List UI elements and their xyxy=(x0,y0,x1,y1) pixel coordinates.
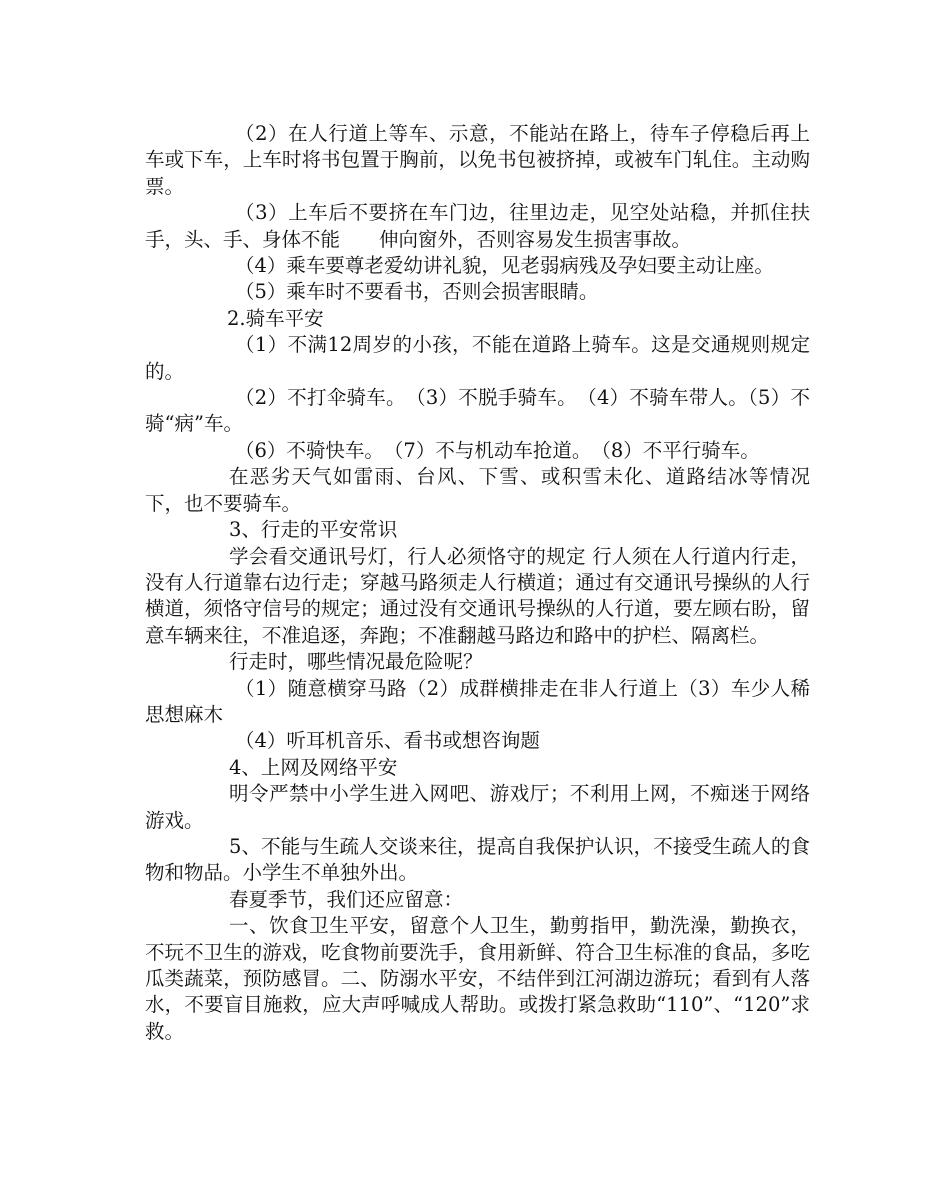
section-heading: 4、上网及网络平安 xyxy=(229,755,398,779)
section-heading: 2.骑车平安 xyxy=(227,306,324,330)
paragraph: （1）不满12周岁的小孩，不能在道路上骑车。这是交通规则规定的。 xyxy=(145,333,810,383)
paragraph: （3）上车后不要挤在车门边，往里边走，见空处站稳，并抓住扶手，头、手、身体不能 伸向窗外，否则容易发生损害事故。 xyxy=(145,201,810,251)
paragraph: （1）随意横穿马路（2）成群横排走在非人行道上（3）车少人稀思想麻木 xyxy=(145,676,810,726)
section-heading: 3、行走的平安常识 xyxy=(229,518,398,542)
paragraph: 行走时，哪些情况最危险呢？ xyxy=(229,650,483,674)
paragraph: （2）在人行道上等车、示意，不能站在路上，待车子停稳后再上车或下车，上车时将书包置于胸前，以免书包被挤掉，或被车门轧住。主动购票。 xyxy=(145,122,810,198)
paragraph: （4）乘车要尊老爱幼讲礼貌，见老弱病残及孕妇要主动让座。 xyxy=(235,254,774,278)
paragraph: （4）听耳机音乐、看书或想咨询题 xyxy=(235,729,540,753)
paragraph: （2）不打伞骑车。 （3）不脱手骑车。 （4）不骑车带人。（5）不骑“病”车。 xyxy=(145,386,810,436)
paragraph: 5、不能与生疏人交谈来往，提高自我保护认识，不接受生疏人的食物和物品。小学生不单独外出。 xyxy=(145,834,810,885)
paragraph: 学会看交通讯号灯，行人必须恪守的规定 行人须在人行道内行走，没有人行道靠右边行走；穿越马路须走人行横道；通过有交通讯号操纵的人行横道，须恪守信号的规定；通过没有交通讯号操纵的人行道，要左顾右盼，留意车辆来往，不准追逐，奔跑；不准翻越马路边和路中的护栏、隔离栏。 xyxy=(145,544,810,647)
paragraph: 一、饮食卫生平安，留意个人卫生，勤剪指甲，勤洗澡，勤换衣，不玩不卫生的游戏，吃食物前要洗手，食用新鲜、符合卫生标准的食品，多吃瓜类蔬菜，预防感冒。二、防溺水平安，不结伴到江河湖边游玩；看到有人落水，不要盲目施救，应大声呼喊成人帮助。或拨打紧急救助“110”、“120”求救。 xyxy=(145,914,810,1043)
paragraph: （6）不骑快车。 （7）不与机动车抢道。 （8）不平行骑车。 xyxy=(235,438,760,462)
document-body xyxy=(145,121,810,1045)
paragraph: （5）乘车时不要看书，否则会损害眼睛。 xyxy=(235,280,599,304)
paragraph: 春夏季节，我们还应留意： xyxy=(229,887,464,911)
paragraph: 在恶劣天气如雷雨、台风、下雪、或积雪未化、道路结冰等情况下，也不要骑车。 xyxy=(145,465,810,515)
paragraph: 明令严禁中小学生进入网吧、游戏厅；不利用上网，不痴迷于网络游戏。 xyxy=(145,782,810,832)
